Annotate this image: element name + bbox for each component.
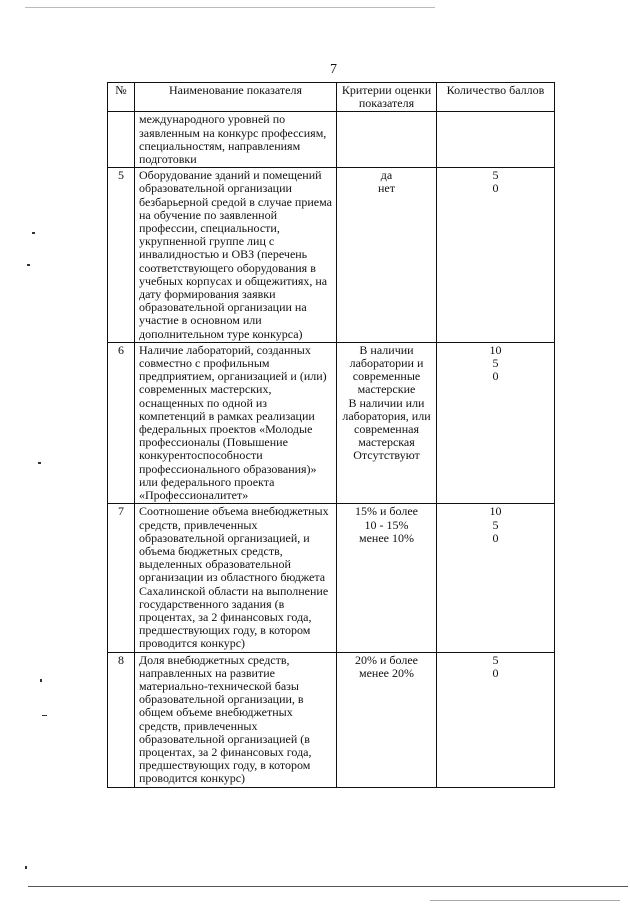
scan-speck — [27, 264, 30, 266]
criterion-option: В наличии или лаборатория, или современная мастерская — [342, 395, 431, 450]
criteria-cell — [337, 652, 437, 787]
indicator-name: международного уровней по заявленным на конкурс профессиям, специальностям, направлениям подготовки — [135, 112, 337, 168]
table-row — [108, 112, 555, 168]
criterion-option: Отсутствуют — [353, 448, 420, 463]
criterion-option: нет — [378, 181, 395, 196]
indicator-name: Соотношение объема внебюджетных средств, привлеченных образовательной организацией, и объема бюджетных средств, выделенных образовательной организации из областного бюджета Сахалинской области на выполнение государственного задания (в процентах, за 2 финансовых года, предшествующих году, в котором проводится конкурс) — [135, 504, 337, 652]
header-num: № — [108, 83, 135, 112]
scan-speck — [38, 462, 41, 464]
scan-speck — [40, 679, 42, 682]
indicator-name: Доля внебюджетных средств, направленных на развитие материально-технической базы образовательной организации, в общем объеме внебюджетных средств, привлеченных образовательной организацией (в процентах, за 2 финансовых года, предшествующих году, в котором проводится конкурс) — [135, 652, 337, 787]
points-cell — [437, 112, 555, 168]
criteria-cell — [337, 112, 437, 168]
header-name: Наименование показателя — [135, 83, 337, 112]
criterion-option: да — [380, 168, 393, 183]
row-number: 6 — [108, 342, 135, 503]
points-value: 10 — [489, 342, 502, 357]
points-value: 5 — [492, 168, 499, 183]
table-header-row — [108, 83, 555, 112]
header-points: Количество баллов — [437, 83, 555, 112]
criteria-cell — [337, 342, 437, 503]
row-number: 5 — [108, 168, 135, 343]
table-row — [108, 168, 555, 343]
criterion-option: менее 20% — [359, 665, 414, 680]
criteria-cell — [337, 504, 437, 652]
criteria-cell — [337, 168, 437, 343]
header-criteria: Критерии оценки показателя — [337, 83, 437, 112]
points-value: 5 — [492, 356, 499, 371]
criterion-option: 15% и более — [354, 504, 418, 519]
criterion-option: 10 - 15% — [364, 517, 409, 532]
scan-speck — [25, 866, 27, 869]
scan-speck — [32, 232, 35, 234]
points-value: 0 — [492, 181, 499, 196]
indicator-name: Наличие лабораторий, созданных совместно с профильным предприятием, организацией и (или) современных мастерских, оснащенных по одной из компетенций в рамках реализации федеральных проектов «Молодые профессионалы (Повышение конкурентоспособности профессионального образования)» или федерального проекта «Профессионалитет» — [135, 342, 337, 503]
scan-speck — [42, 715, 47, 716]
points-value: 0 — [492, 369, 499, 384]
criterion-option: менее 10% — [359, 530, 414, 545]
points-cell — [437, 342, 555, 503]
criterion-option: 20% и более — [354, 652, 418, 667]
table-row — [108, 652, 555, 787]
points-value: 10 — [489, 504, 502, 519]
row-number: 8 — [108, 652, 135, 787]
row-number — [108, 112, 135, 168]
scan-bottom-rule — [430, 900, 620, 901]
page-number: 7 — [330, 62, 337, 77]
criteria-table — [107, 82, 555, 788]
points-cell — [437, 168, 555, 343]
scan-top-rule — [25, 7, 435, 8]
table-row — [108, 342, 555, 503]
table-row — [108, 504, 555, 652]
points-cell — [437, 652, 555, 787]
indicator-name: Оборудование зданий и помещений образовательной организации безбарьерной средой в случае приема на обучение по заявленной профессии, специальности, укрупненной группе лиц с инвалидностью и ОВЗ (перечень соответствующего оборудования в учебных корпусах и общежитиях, на дату формирования заявки образовательной организации на участие в основном или дополнительном туре конкурса) — [135, 168, 337, 343]
points-cell — [437, 504, 555, 652]
scan-bottom-rule — [28, 886, 628, 887]
row-number: 7 — [108, 504, 135, 652]
points-value: 5 — [492, 652, 499, 667]
points-value: 0 — [492, 665, 499, 680]
criterion-option: В наличии лаборатории и современные мастерские — [349, 342, 424, 397]
points-value: 5 — [492, 517, 499, 532]
points-value: 0 — [492, 530, 499, 545]
